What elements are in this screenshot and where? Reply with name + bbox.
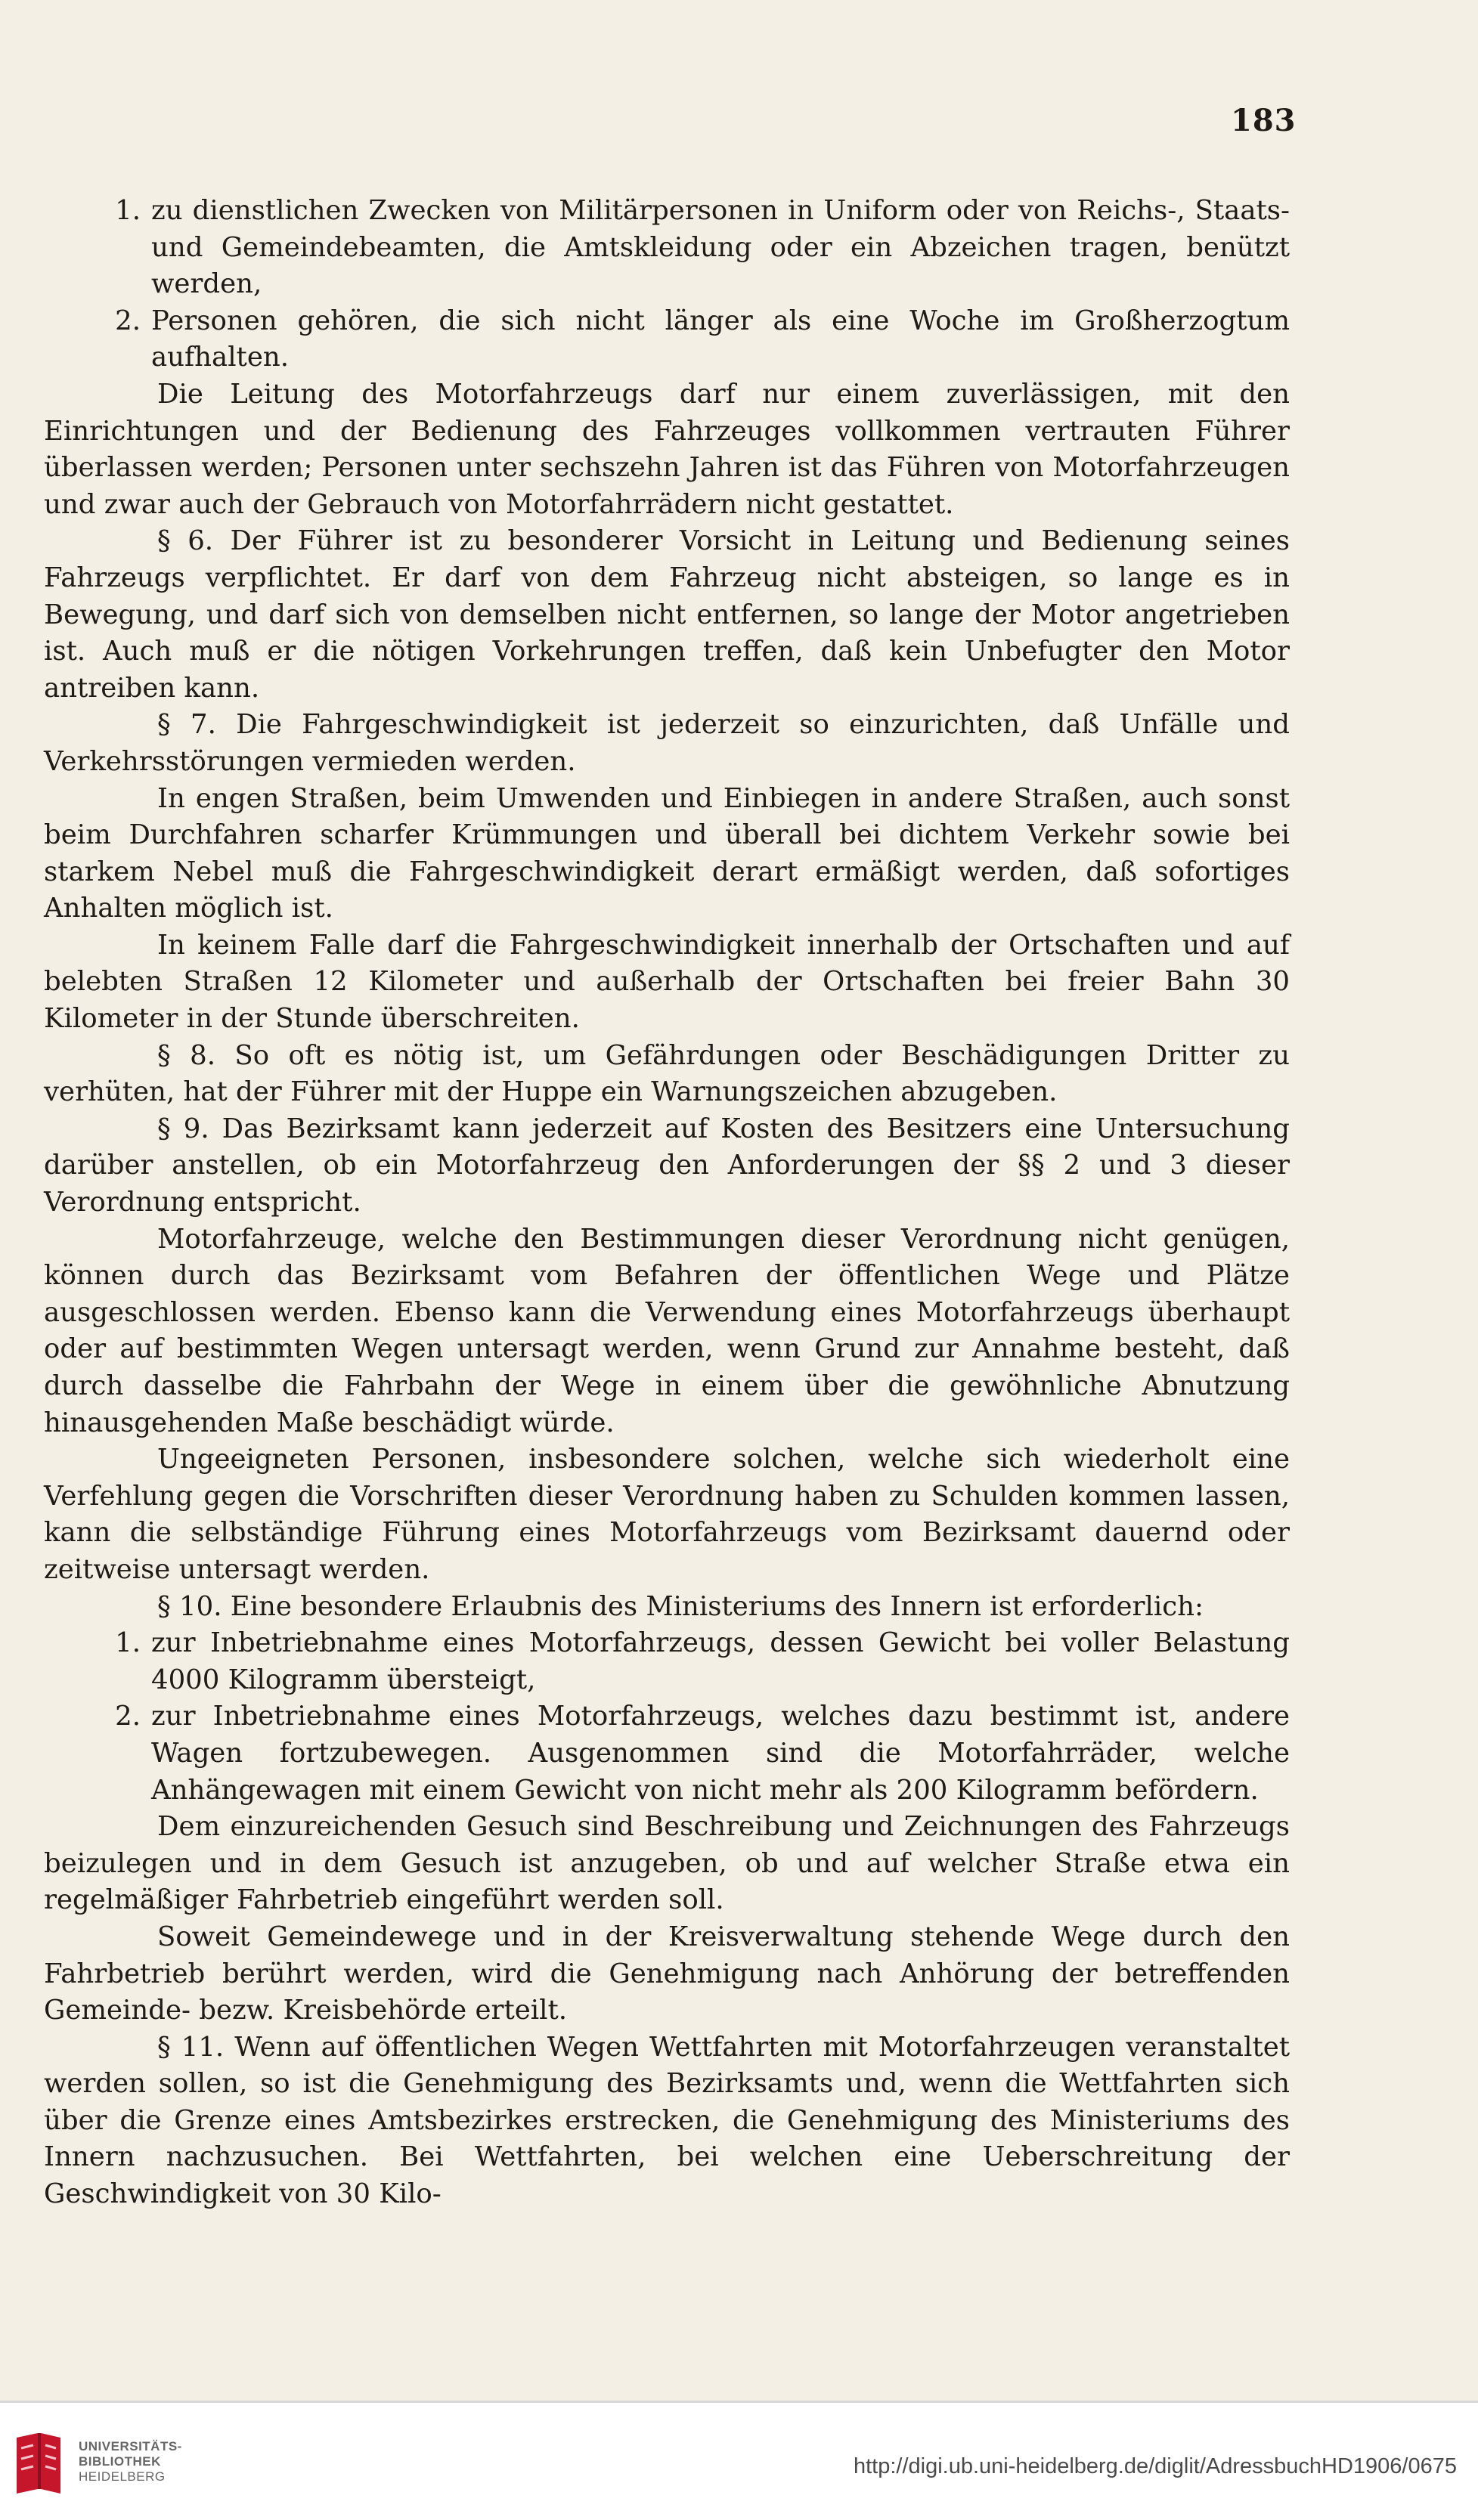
paragraph: In keinem Falle darf die Fahrgeschwindigkeit innerhalb der Ortschaften und auf belebten Straßen 12 Kilometer und außerhalb der Ortschaften bei freier Bahn 30 Kilometer in der Stunde überschreiten. [44, 929, 1290, 1035]
footer-bar [0, 2401, 1478, 2520]
list-item-number: 1. [115, 1627, 141, 1659]
list-item [44, 303, 1290, 376]
section-8: § 8. So oft es nötig ist, um Gefährdungen oder Beschädigungen Dritter zu verhüten, hat der Führer mit der Huppe ein Warnungszeichen abzugeben. [44, 1039, 1290, 1108]
list-item-text: zur Inbetriebnahme eines Motorfahrzeugs, welches dazu bestimmt ist, andere Wagen fortzubewegen. Ausgenommen sind die Motorfahrräder, welche Anhängewagen mit einem Gewicht von nicht mehr als 200 Kilogramm befördern. [151, 1701, 1290, 1806]
library-name-line: UNIVERSITÄTS- [79, 2439, 182, 2453]
section-11: § 11. Wenn auf öffentlichen Wegen Wettfahrten mit Motorfahrzeugen veranstaltet werden sollen, so ist die Genehmigung des Bezirksamts und, wenn die Wettfahrten sich über die Grenze eines Amtsbezirkes erstrecken, die Genehmigung des Ministeriums des Innern nachzusuchen. Bei Wettfahrten, bei welchen eine Ueberschreitung der Geschwindigkeit von 30 Kilo- [44, 2031, 1290, 2210]
list-item-number: 2. [115, 1701, 141, 1732]
list-item [44, 1625, 1290, 1698]
page-number: 183 [1231, 103, 1297, 138]
section-9: § 9. Das Bezirksamt kann jederzeit auf Kosten des Besitzers eine Untersuchung darüber anstellen, ob ein Motorfahrzeug den Anforderungen der §§ 2 und 3 dieser Verordnung entspricht. [44, 1113, 1290, 1218]
list-item [44, 193, 1290, 303]
list-item-text: zu dienstlichen Zwecken von Militärpersonen in Uniform oder von Reichs-, Staats- und Gemeindebeamten, die Amtskleidung oder ein Abzeichen tragen, benützt werden, [151, 195, 1290, 300]
library-name-line: BIBLIOTHEK [79, 2454, 161, 2469]
library-name [79, 2439, 182, 2484]
list-item-text: zur Inbetriebnahme eines Motorfahrzeugs, dessen Gewicht bei voller Belastung 4000 Kilogramm übersteigt, [151, 1627, 1290, 1695]
section-7: § 7. Die Fahrgeschwindigkeit ist jederzeit so einzurichten, daß Unfälle und Verkehrsstörungen vermieden werden. [44, 709, 1290, 777]
paragraph: Dem einzureichenden Gesuch sind Beschreibung und Zeichnungen des Fahrzeugs beizulegen und in dem Gesuch ist anzugeben, ob und auf welcher Straße etwa ein regelmäßiger Fahrbetrieb eingeführt werden soll. [44, 1811, 1290, 1916]
list-item-text: Personen gehören, die sich nicht länger als eine Woche im Großherzogtum aufhalten. [151, 305, 1290, 373]
section-6: § 6. Der Führer ist zu besonderer Vorsicht in Leitung und Bedienung seines Fahrzeugs verpflichtet. Er darf von dem Fahrzeug nicht absteigen, so lange es in Bewegung, und darf sich von demselben nicht entfernen, so lange der Motor angetrieben ist. Auch muß er die nötigen Vorkehrungen treffen, daß kein Unbefugter den Motor antreiben kann. [44, 525, 1290, 704]
page-text [44, 193, 1290, 2213]
paragraph: Die Leitung des Motorfahrzeugs darf nur einem zuverlässigen, mit den Einrichtungen und der Bedienung des Fahrzeuges vollkommen vertrauten Führer überlassen werden; Personen unter sechszehn Jahren ist das Führen von Motorfahrzeugen und zwar auch der Gebrauch von Motorfahrrädern nicht gestattet. [44, 378, 1290, 520]
library-name-line: HEIDELBERG [79, 2469, 166, 2484]
list-item-number: 2. [115, 305, 141, 336]
paragraph: Motorfahrzeuge, welche den Bestimmungen dieser Verordnung nicht genügen, können durch das Bezirksamt vom Befahren der öffentlichen Wege und Plätze ausgeschlossen werden. Ebenso kann die Verwendung eines Motorfahrzeugs überhaupt oder auf bestimmten Wegen untersagt werden, wenn Grund zur Annahme besteht, daß durch dasselbe die Fahrbahn der Wege in einem über die gewöhnliche Abnutzung hinausgehenden Maße beschädigt würde. [44, 1223, 1290, 1438]
paragraph: Ungeeigneten Personen, insbesondere solchen, welche sich wiederholt eine Verfehlung gegen die Vorschriften dieser Verordnung haben zu Schulden kommen lassen, kann die selbständige Führung eines Motorfahrzeugs vom Bezirksamt dauernd oder zeitweise untersagt werden. [44, 1444, 1290, 1585]
paragraph: Soweit Gemeindewege und in der Kreisverwaltung stehende Wege durch den Fahrbetrieb berührt werden, wird die Genehmigung nach Anhörung der betreffenden Gemeinde- bezw. Kreisbehörde erteilt. [44, 1921, 1290, 2026]
university-library-logo-icon [12, 2432, 65, 2495]
list-item [44, 1698, 1290, 1809]
list-item-number: 1. [115, 195, 141, 226]
source-url-link[interactable]: http://digi.ub.uni-heidelberg.de/diglit/AdressbuchHD1906/0675 [853, 2454, 1457, 2478]
section-10: § 10. Eine besondere Erlaubnis des Ministeriums des Innern ist erforderlich: [157, 1590, 1204, 1622]
paragraph: In engen Straßen, beim Umwenden und Einbiegen in andere Straßen, auch sonst beim Durchfahren scharfer Krümmungen und überall bei dichtem Verkehr sowie bei starkem Nebel muß die Fahrgeschwindigkeit derart ermäßigt werden, daß sofortiges Anhalten möglich ist. [44, 782, 1290, 924]
